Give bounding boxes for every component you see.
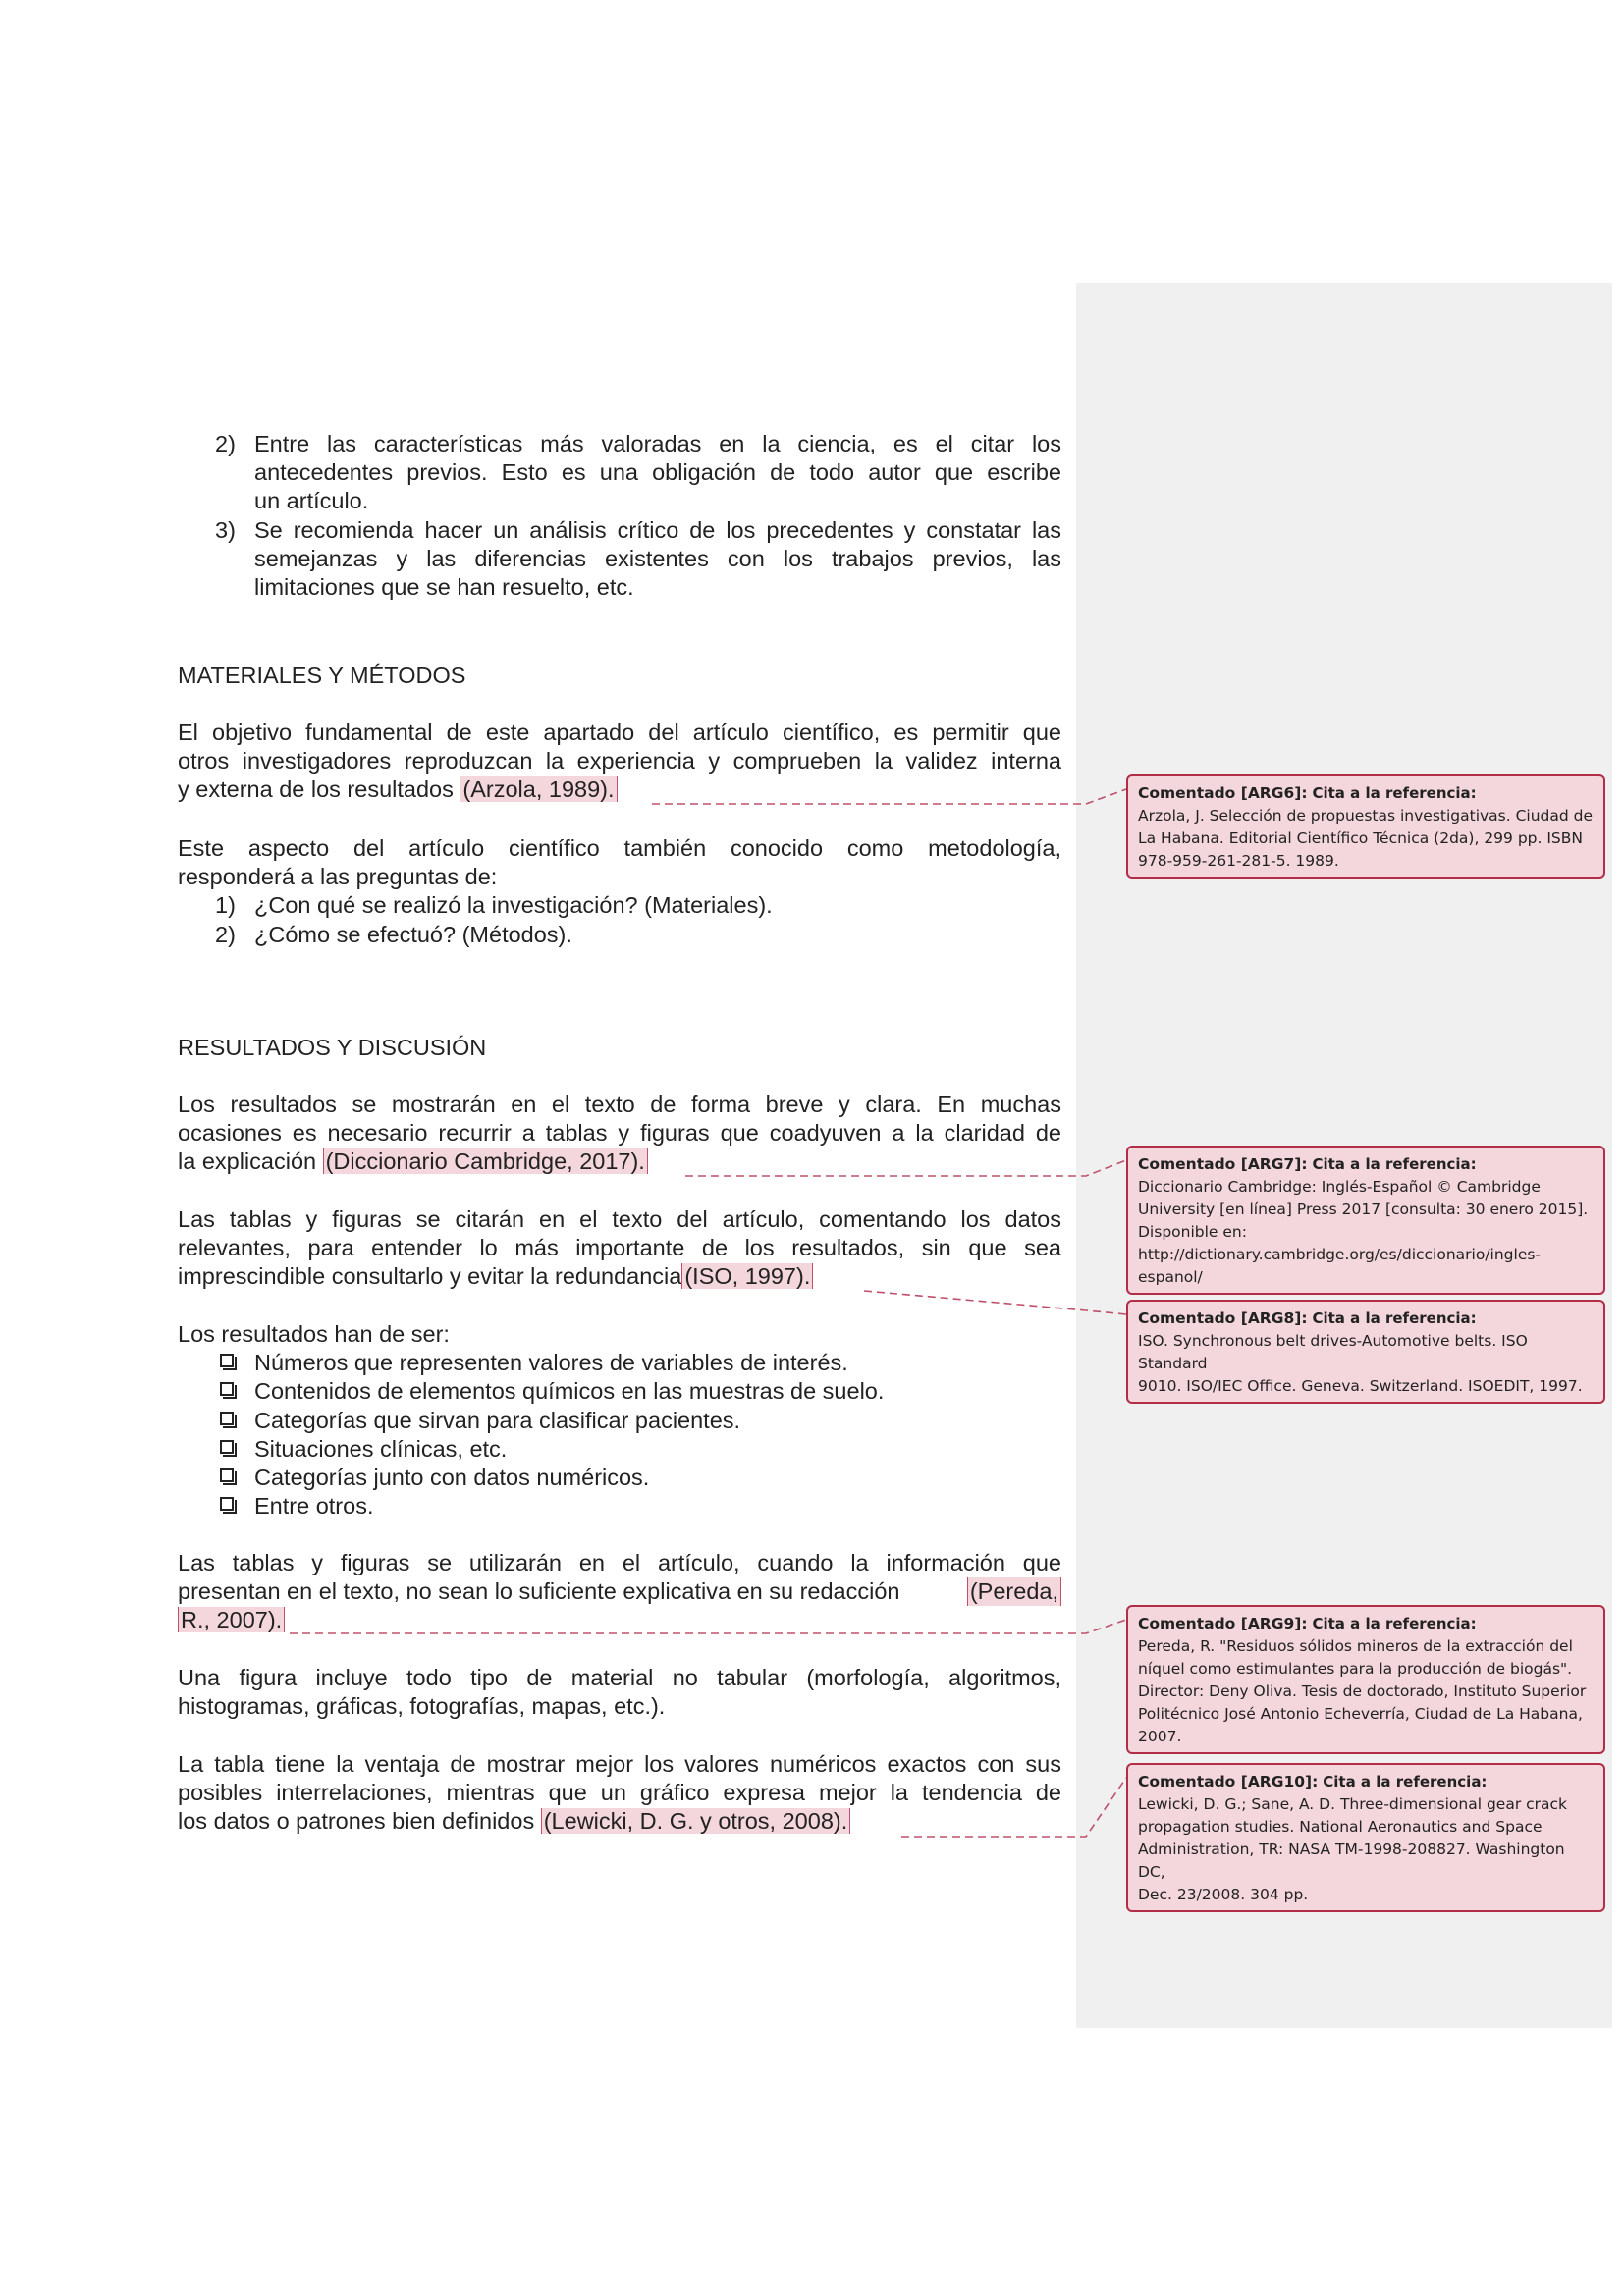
comment-arg6[interactable]: Comentado [ARG6]: Cita a la referencia: Arzola, J. Selección de propuestas investigativas. Ciudad de La Habana. Editorial Científico Técnica (2da), 299 pp. ISBN 978-959-261-281-5. 1989. xyxy=(1126,774,1605,879)
list-item: 1) ¿Con qué se realizó la investigación? (Materiales). xyxy=(215,892,773,919)
checkbox-bullet-icon xyxy=(220,1412,234,1425)
checkbox-bullet-icon xyxy=(220,1354,234,1367)
bullet-item: Contenidos de elementos químicos en las muestras de suelo. xyxy=(178,1377,1061,1406)
paragraph-uso-tablas: Las tablas y figuras se utilizarán en el artículo, cuando la información que presentan en el texto, no sean lo suficiente explicativa en su redacción (Pereda, R., 2007). xyxy=(178,1550,1061,1633)
comment-arg9[interactable]: Comentado [ARG9]: Cita a la referencia: Pereda, R. "Residuos sólidos mineros de la extracción del níquel como estimulantes para la producción de biogás". Director: Deny Oliva. Tesis de doctorado, Instituto Superior Politécnico José Antonio Echeverría, Ciudad de La Habana, 2007. xyxy=(1126,1605,1605,1754)
citation-lewicki[interactable]: (Lewicki, D. G. y otros, 2008). xyxy=(541,1808,851,1834)
checkbox-bullet-icon xyxy=(220,1440,234,1454)
bullet-item: Categorías junto con datos numéricos. xyxy=(178,1464,1061,1492)
bullet-item: Situaciones clínicas, etc. xyxy=(178,1435,1061,1464)
numbered-list-antecedentes xyxy=(178,430,1061,602)
paragraph-tablas: Las tablas y figuras se citarán en el texto del artículo, comentando los datos relevantes, para entender lo más importante de los resultados, sin que sea imprescindible consultarlo y evitar la redundancia (ISO, 1997). xyxy=(178,1206,1061,1290)
checkbox-bullet-icon xyxy=(220,1382,234,1396)
paragraph-metodologia: Este aspecto del artículo científico también conocido como metodología, responderá a las preguntas de: 1) ¿Con qué se realizó la investigación? (Materiales). 2) ¿Cómo se efectuó? (Métodos). xyxy=(178,834,1061,949)
paragraph-figura: Una figura incluye todo tipo de material no tabular (morfología, algoritmos, histogramas, gráficas, fotografías, mapas, etc.). xyxy=(178,1665,1061,1720)
citation-pereda-part1[interactable]: (Pereda, xyxy=(967,1577,1061,1606)
list-item: 3) Se recomienda hacer un análisis crítico de los precedentes y constatar las semejanzas y las diferencias existentes con los trabajos previos, las limitaciones que se han resuelto, etc. xyxy=(215,516,1061,601)
list-item: 2) Entre las características más valoradas en la ciencia, es el citar los antecedentes previos. Esto es una obligación de todo autor que escribe un artículo. xyxy=(215,431,1061,514)
paragraph-objetivo: El objetivo fundamental de este apartado del artículo científico, es permitir que otros investigadores reproduzcan la experiencia y comprueben la validez interna y externa de los resultados (Arzola, 1989). xyxy=(178,720,1061,803)
paragraph-tabla-ventaja: La tabla tiene la ventaja de mostrar mejor los valores numéricos exactos con sus posibles interrelaciones, mientras que un gráfico expresa mejor la tendencia de los datos o patrones bien definidos (Lewicki, D. G. y otros, 2008). xyxy=(178,1751,1061,1835)
citation-arzola[interactable]: (Arzola, 1989). xyxy=(460,776,617,802)
paragraph-resultados: Los resultados se mostrarán en el texto de forma breve y clara. En muchas ocasiones es necesario recurrir a tablas y figuras que coadyuven a la claridad de la explicación (Diccionario Cambridge, 2017). xyxy=(178,1092,1061,1175)
citation-iso[interactable]: (ISO, 1997). xyxy=(681,1263,813,1289)
list-item: 2) ¿Cómo se efectuó? (Métodos). xyxy=(215,921,572,947)
comment-arg8[interactable]: Comentado [ARG8]: Cita a la referencia: ISO. Synchronous belt drives-Automotive belts. ISO Standard 9010. ISO/IEC Office. Geneva. Switzerland. ISOEDIT, 1997. xyxy=(1126,1300,1605,1404)
paragraph-han-de-ser: Los resultados han de ser: Números que representen valores de variables de interés. Contenidos de elementos químicos en las muestras de suelo. Categorías que sirvan para clasificar pacientes. Situaciones clínicas, etc. Categorías junto con datos numéricos. Entre otros. xyxy=(178,1320,1061,1521)
citation-cambridge[interactable]: (Diccionario Cambridge, 2017). xyxy=(323,1148,648,1174)
comment-arg7[interactable]: Comentado [ARG7]: Cita a la referencia: Diccionario Cambridge: Inglés-Español © Cambridge University [en línea] Press 2017 [consulta: 30 enero 2015]. Disponible en: http://dictionary.cambridge.org/es/diccionario/ingles- espanol/ xyxy=(1126,1146,1605,1295)
citation-pereda-part2[interactable]: R., 2007). xyxy=(178,1607,285,1632)
heading-resultados: RESULTADOS Y DISCUSIÓN xyxy=(178,1035,487,1060)
checkbox-bullet-icon xyxy=(220,1468,234,1482)
heading-materiales: MATERIALES Y MÉTODOS xyxy=(178,663,466,688)
checkbox-bullet-icon xyxy=(220,1497,234,1511)
comment-arg10[interactable]: Comentado [ARG10]: Cita a la referencia: Lewicki, D. G.; Sane, A. D. Three-dimensional gear crack propagation studies. National Aeronautics and Space Administration, TR: NASA TM-1998-208827. Washington DC, Dec. 23/2008. 304 pp. xyxy=(1126,1763,1605,1912)
bullet-item: Categorías que sirvan para clasificar pacientes. xyxy=(178,1407,1061,1435)
bullet-item: Números que representen valores de variables de interés. xyxy=(178,1349,1061,1377)
bullet-item: Entre otros. xyxy=(178,1492,1061,1521)
